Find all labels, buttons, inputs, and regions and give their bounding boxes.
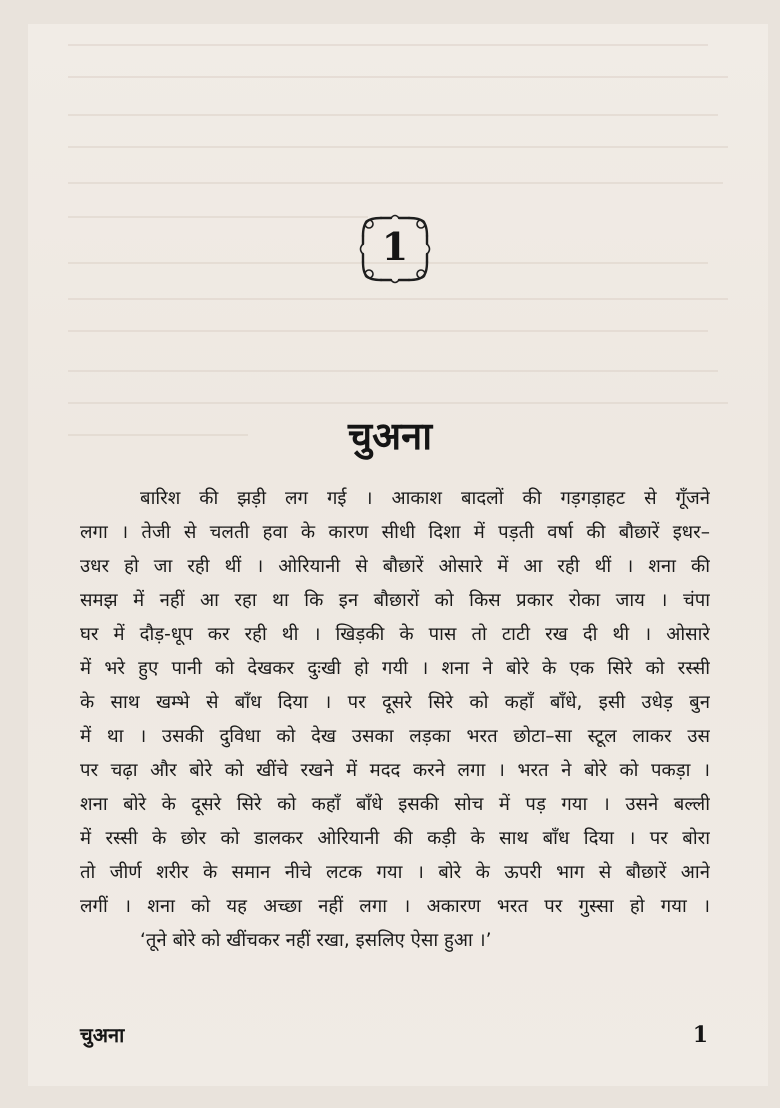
text-line: बारिश की झड़ी लग गई । आकाश बादलों की गड़गड़ाहट से गूँजने: [140, 488, 710, 509]
text-line: में रस्सी के छोर को डालकर ओरियानी की कड़ी के साथ बाँध दिया । पर बोरा: [80, 828, 710, 849]
body-text: [80, 482, 710, 958]
bleed-through-line: [68, 298, 728, 300]
text-line: समझ में नहीं आ रहा था कि इन बौछारों को किस प्रकार रोका जाय । चंपा: [80, 590, 710, 611]
text-line: लगा । तेजी से चलती हवा के कारण सीधी दिशा में पड़ती वर्षा की बौछारें इधर–: [80, 522, 710, 543]
text-line: तो जीर्ण शरीर के समान नीचे लटक गया । बोरे के ऊपरी भाग से बौछारें आने: [80, 862, 710, 883]
text-line: में था । उसकी दुविधा को देख उसका लड़का भरत छोटा–सा स्टूल लाकर उस: [80, 726, 710, 747]
running-title: चुअना: [80, 1023, 125, 1047]
text-line: में भरे हुए पानी को देखकर दुःखी हो गयी । शना ने बोरे के एक सिरे को रस्सी: [80, 658, 710, 679]
text-line: शना बोरे के दूसरे सिरे को कहाँ बाँधे इसकी सोच में पड़ गया । उसने बल्ली: [80, 794, 710, 815]
chapter-title: चुअना: [347, 414, 433, 458]
text-line: पर चढ़ा और बोरे को खींचे रखने में मदद करने लगा । भरत ने बोरे को पकड़ा ।: [80, 760, 710, 781]
bleed-through-line: [68, 402, 728, 404]
bleed-through-line: [68, 76, 728, 78]
bleed-through-line: [68, 182, 723, 184]
text-line: लगीं । शना को यह अच्छा नहीं लगा । अकारण भरत पर गुस्सा हो गया ।: [80, 896, 710, 917]
chapter-number: 1: [381, 224, 409, 269]
bleed-through-line: [68, 146, 728, 148]
bleed-through-line: [68, 330, 708, 332]
text-line: के साथ खम्भे से बाँध दिया । पर दूसरे सिरे को कहाँ बाँधे, इसी उधेड़ बुन: [80, 692, 710, 713]
text-line: उधर हो जा रही थीं । ओरियानी से बौछारें ओसारे में आ रही थीं । शना की: [80, 556, 710, 577]
bleed-through-line: [68, 216, 368, 218]
bleed-through-line: [68, 114, 718, 116]
text-line: घर में दौड़-धूप कर रही थी । खिड़की के पास तो टाटी रख दी थी । ओसारे: [80, 624, 710, 645]
quoted-line: ‘तूने बोरे को खींचकर नहीं रखा, इसलिए ऐसा हुआ ।’: [140, 930, 492, 951]
bleed-through-line: [68, 44, 708, 46]
page-number: 1: [692, 1022, 708, 1048]
bleed-through-line: [68, 370, 718, 372]
